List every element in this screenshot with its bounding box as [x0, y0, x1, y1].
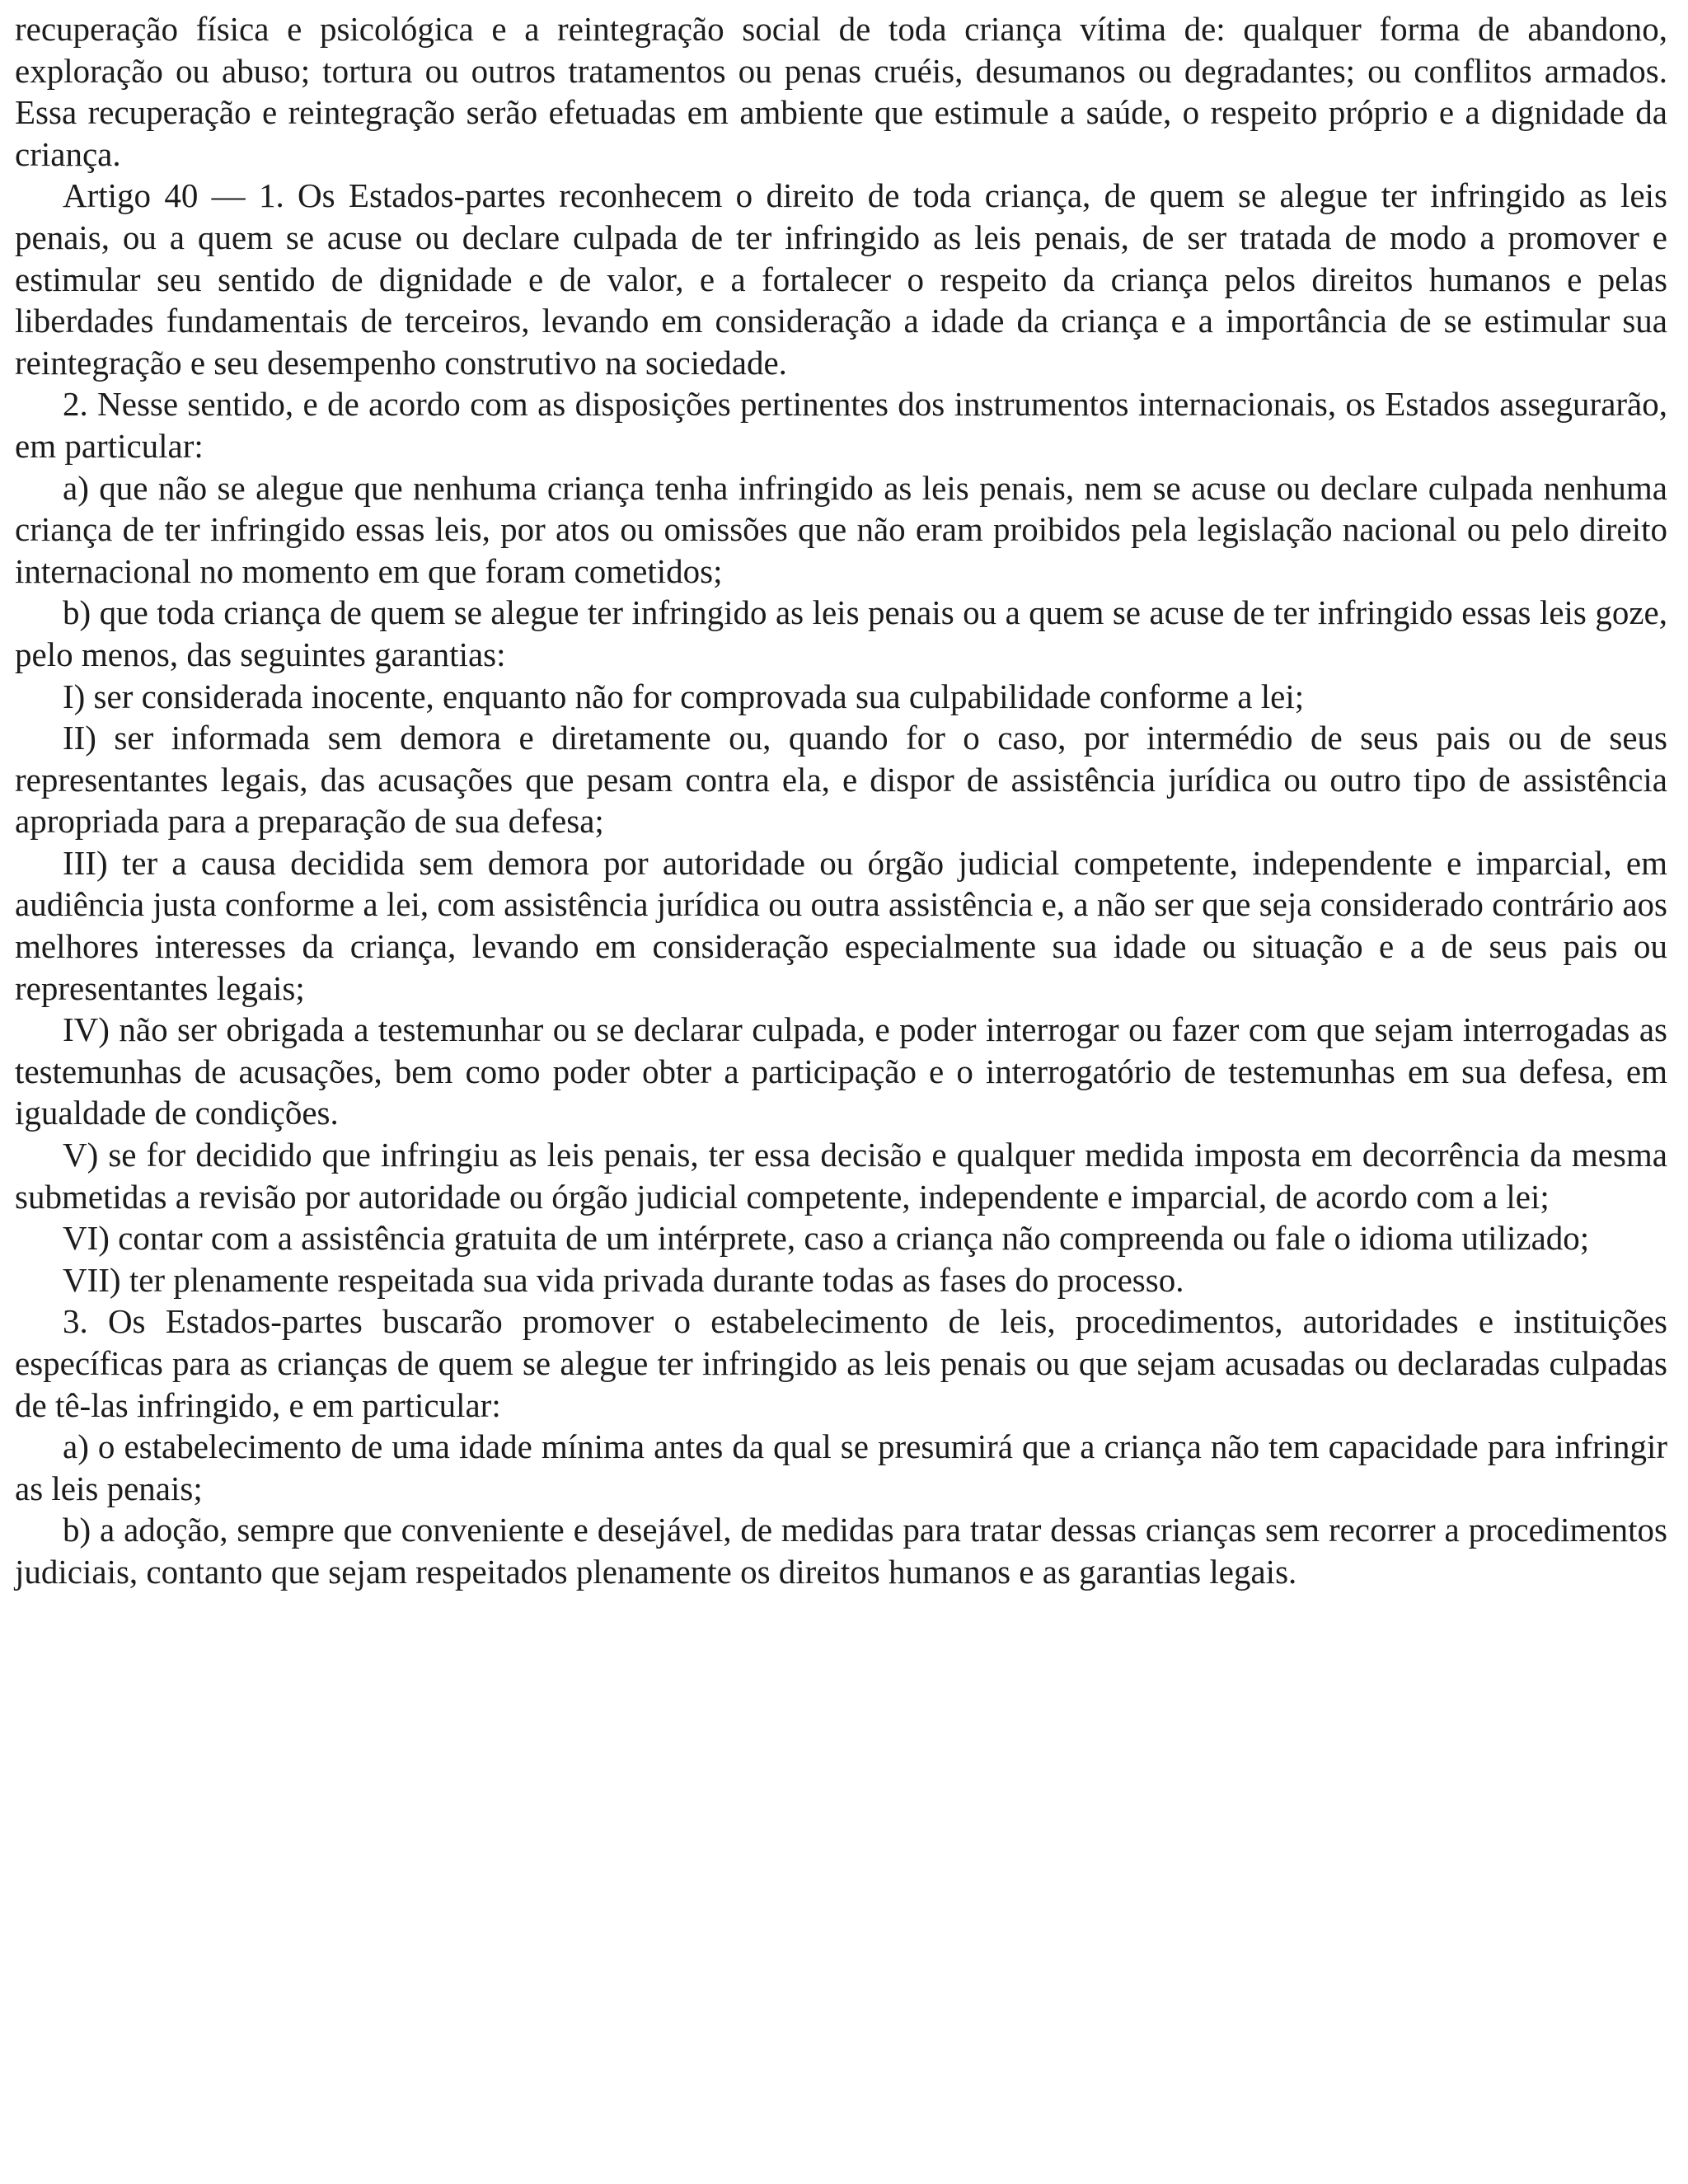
document-page	[15, 8, 1667, 1593]
paragraph-item-ii: II) ser informada sem demora e diretamente ou, quando for o caso, por intermédio de seus pais ou de seus representantes legais, das acusações que pesam contra ela, e dispor de assistência jurídica ou outro tipo de assistência apropriada para a preparação de sua defesa;	[15, 719, 1667, 841]
paragraph-item-3: 3. Os Estados-partes buscarão promover o estabelecimento de leis, procedimentos, autoridades e instituições específicas para as crianças de quem se alegue ter infringido as leis penais ou que sejam acusadas ou declaradas culpadas de tê-las infringido, e em particular:	[15, 1302, 1667, 1424]
paragraph-item-iv: IV) não ser obrigada a testemunhar ou se declarar culpada, e poder interrogar ou fazer com que sejam interrogadas as testemunhas de acusações, bem como poder obter a participação e o interrogatório de testemunhas em sua defesa, em igualdade de condições.	[15, 1010, 1667, 1132]
paragraph-item-i: I) ser considerada inocente, enquanto não for comprovada sua culpabilidade conforme a lei;	[63, 677, 1305, 715]
paragraph-item-iii: III) ter a causa decidida sem demora por autoridade ou órgão judicial competente, independente e imparcial, em audiência justa conforme a lei, com assistência jurídica ou outra assistência e, a não ser que seja considerado contrário aos melhores interesses da criança, levando em consideração especialmente sua idade ou situação e a de seus pais ou representantes legais;	[15, 843, 1667, 1007]
paragraph-item-2b: b) que toda criança de quem se alegue ter infringido as leis penais ou a quem se acuse de ter infringido essas leis goze, pelo menos, das seguintes garantias:	[15, 593, 1667, 673]
paragraph-artigo-40: Artigo 40 — 1. Os Estados-partes reconhecem o direito de toda criança, de quem se alegue ter infringido as leis penais, ou a quem se acuse ou declare culpada de ter infringido as leis penais, de ser tratada de modo a promover e estimular seu sentido de dignidade e de valor, e a fortalecer o respeito da criança pelos direitos humanos e pelas liberdades fundamentais de terceiros, levando em consideração a idade da criança e a importância de se estimular sua reintegração e seu desempenho construtivo na sociedade.	[15, 176, 1667, 382]
paragraph-item-vi: VI) contar com a assistência gratuita de um intérprete, caso a criança não compreenda ou fale o idioma utilizado;	[63, 1219, 1590, 1258]
paragraph-item-2a: a) que não se alegue que nenhuma criança tenha infringido as leis penais, nem se acuse ou declare culpada nenhuma criança de ter infringido essas leis, por atos ou omissões que não eram proibidos pela legislação nacional ou pelo direito internacional no momento em que foram cometidos;	[15, 468, 1667, 590]
paragraph-item-v: V) se for decidido que infringiu as leis penais, ter essa decisão e qualquer medida imposta em decorrência da mesma submetidas a revisão por autoridade ou órgão judicial competente, independente e imparcial, de acordo com a lei;	[15, 1136, 1667, 1216]
paragraph-continuation: recuperação física e psicológica e a reintegração social de toda criança vítima de: qualquer forma de abandono, exploração ou abuso; tortura ou outros tratamentos ou penas cruéis, desumanos ou degradantes; ou conflitos armados. Essa recuperação e reintegração serão efetuadas em ambiente que estimule a saúde, o respeito próprio e a dignidade da criança.	[15, 10, 1667, 173]
paragraph-item-vii: VII) ter plenamente respeitada sua vida privada durante todas as fases do processo.	[63, 1260, 1184, 1299]
paragraph-item-3a: a) o estabelecimento de uma idade mínima antes da qual se presumirá que a criança não tem capacidade para infringir as leis penais;	[15, 1427, 1667, 1507]
paragraph-item-3b: b) a adoção, sempre que conveniente e desejável, de medidas para tratar dessas crianças sem recorrer a procedimentos judiciais, contanto que sejam respeitados plenamente os direitos humanos e as garantias legais.	[15, 1511, 1667, 1591]
paragraph-item-2: 2. Nesse sentido, e de acordo com as disposições pertinentes dos instrumentos internacionais, os Estados assegurarão, em particular:	[15, 385, 1667, 465]
